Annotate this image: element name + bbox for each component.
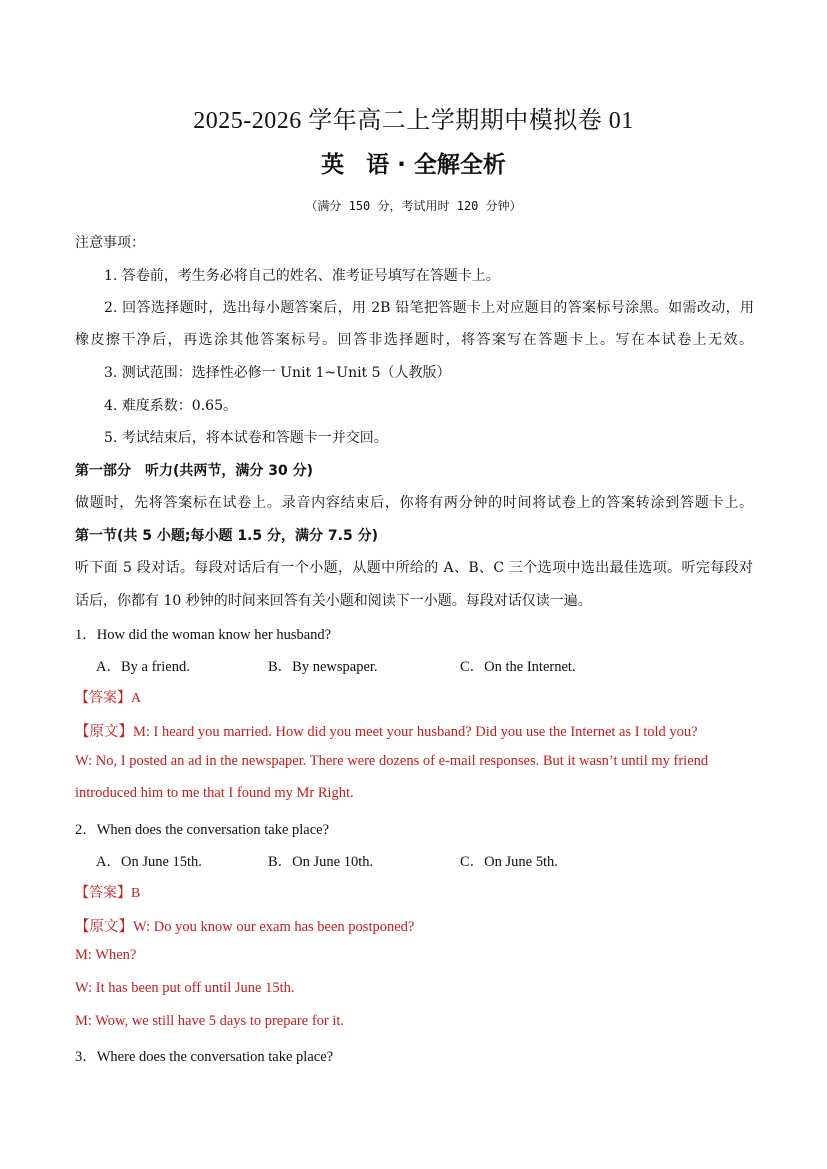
answer-label: 【答案】B bbox=[75, 886, 141, 901]
section1-heading: 第一节(共 5 小题;每小题 1.5 分，满分 7.5 分) bbox=[75, 528, 378, 544]
transcript-line: 【原文】M: I heard you married. How did you meet your husband? Did you use the Internet as I told you? bbox=[75, 724, 698, 740]
notice-heading: 注意事项： bbox=[75, 235, 145, 251]
notice-item: 1. 答卷前，考生务必将自己的姓名、准考证号填写在答题卡上。 bbox=[104, 268, 500, 284]
question-stem: 3．Where does the conversation take place? bbox=[75, 1049, 334, 1065]
transcript-line: M: When? bbox=[75, 947, 137, 963]
option-a: A．On June 15th. bbox=[96, 854, 202, 870]
question-stem: 2．When does the conversation take place? bbox=[75, 822, 330, 838]
transcript-line: 【原文】W: Do you know our exam has been postponed? bbox=[75, 919, 415, 935]
option-c: C．On June 5th. bbox=[460, 854, 558, 870]
transcript-line: W: No, I posted an ad in the newspaper. There were dozens of e-mail responses. But it wasn’t until my friend bbox=[75, 753, 709, 769]
subtitle-rest: 语 · 全解全析 bbox=[366, 152, 506, 178]
notice-item: 4. 难度系数：0.65。 bbox=[104, 398, 237, 414]
notice-item: 2. 回答选择题时，选出每小题答案后，用 2B 铅笔把答题卡上对应题目的答案标号涂黑。如需改动，用 bbox=[104, 300, 754, 316]
part1-instruction: 做题时，先将答案标在试卷上。录音内容结束后，你将有两分钟的时间将试卷上的答案转涂到答题卡上。 bbox=[75, 495, 753, 511]
exam-subtitle bbox=[0, 146, 827, 179]
subtitle-subject: 英 bbox=[321, 152, 345, 178]
notice-item: 3. 测试范围：选择性必修一 Unit 1~Unit 5（人教版） bbox=[104, 365, 451, 381]
transcript-line: introduced him to me that I found my Mr Right. bbox=[75, 785, 354, 801]
time-note: （满分 150 分，考试用时 120 分钟） bbox=[305, 199, 522, 213]
section1-instruction: 听下面 5 段对话。每段对话后有一个小题，从题中所给的 A、B、C 三个选项中选出最佳选项。听完每段对 bbox=[75, 560, 753, 576]
notice-item: 橡皮擦干净后，再选涂其他答案标号。回答非选择题时，将答案写在答题卡上。写在本试卷上无效。 bbox=[75, 332, 753, 348]
option-b: B．On June 10th. bbox=[268, 854, 374, 870]
option-c: C．On the Internet. bbox=[460, 659, 576, 675]
option-b: B．By newspaper. bbox=[268, 659, 378, 675]
exam-title: 2025-2026 学年高二上学期期中模拟卷 01 bbox=[193, 108, 634, 134]
transcript-line: W: It has been put off until June 15th. bbox=[75, 980, 295, 996]
answer-label: 【答案】A bbox=[75, 691, 142, 706]
option-a: A．By a friend. bbox=[96, 659, 190, 675]
transcript-line: M: Wow, we still have 5 days to prepare for it. bbox=[75, 1013, 345, 1029]
notice-item: 5. 考试结束后，将本试卷和答题卡一并交回。 bbox=[104, 430, 388, 446]
question-stem: 1．How did the woman know her husband? bbox=[75, 627, 332, 643]
section1-instruction: 话后，你都有 10 秒钟的时间来回答有关小题和阅读下一小题。每段对话仅读一遍。 bbox=[75, 593, 592, 609]
part1-heading: 第一部分 听力(共两节，满分 30 分) bbox=[75, 463, 314, 479]
